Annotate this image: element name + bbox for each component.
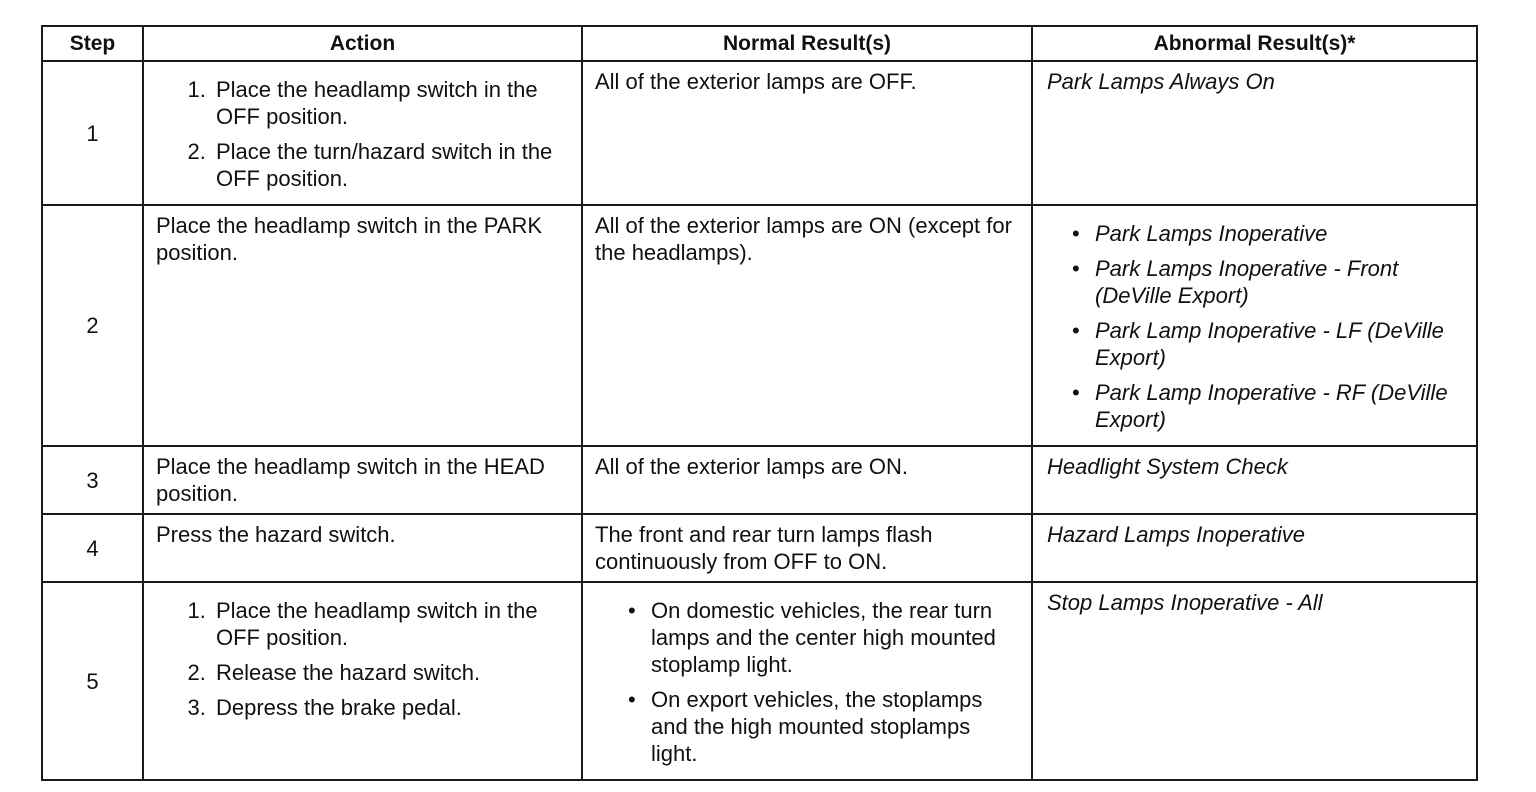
normal-result-text: All of the exterior lamps are ON (except for the headlamps). (595, 213, 1012, 265)
action-item: 1. Place the headlamp switch in the OFF position. (212, 597, 571, 651)
action-item: 3. Depress the brake pedal. (212, 694, 571, 721)
action-item: 2. Place the turn/hazard switch in the OFF position. (212, 138, 571, 192)
abnormal-result-item: • Park Lamp Inoperative - RF (DeVille Export) (1072, 380, 1448, 432)
action-text: Place the headlamp switch in the HEAD position. (156, 454, 545, 506)
normal-result-cell (582, 205, 1032, 446)
abnormal-result-cell (1032, 446, 1477, 514)
step-number: 1 (42, 61, 143, 205)
normal-result-cell (582, 514, 1032, 582)
action-cell (143, 205, 582, 446)
action-cell (143, 446, 582, 514)
table-row (42, 61, 1477, 205)
abnormal-result-cell (1032, 61, 1477, 205)
diagnostic-table (41, 25, 1478, 781)
header-row (42, 26, 1477, 61)
abnormal-result-list (1033, 206, 1476, 445)
normal-result-text: All of the exterior lamps are OFF. (595, 69, 917, 94)
action-list (144, 583, 581, 733)
table-row (42, 514, 1477, 582)
bullet-icon: • (628, 598, 636, 623)
step-number: 3 (42, 446, 143, 514)
action-cell (143, 514, 582, 582)
header-abnormal-results: Abnormal Result(s)* (1032, 26, 1477, 61)
abnormal-result-link: Hazard Lamps Inoperative (1047, 522, 1306, 547)
step-number: 4 (42, 514, 143, 582)
normal-result-text: The front and rear turn lamps flash continuously from OFF to ON. (595, 522, 933, 574)
abnormal-result-cell (1032, 582, 1477, 780)
bullet-icon: • (1072, 318, 1080, 343)
abnormal-result-cell (1032, 205, 1477, 446)
bullet-icon: • (1072, 256, 1080, 281)
action-text: Press the hazard switch. (156, 522, 396, 547)
normal-result-item: • On domestic vehicles, the rear turn lamps and the center high mounted stoplamp light. (628, 598, 996, 677)
header-normal-results: Normal Result(s) (582, 26, 1032, 61)
normal-result-list (583, 583, 1031, 779)
step-number: 2 (42, 205, 143, 446)
normal-result-item: • On export vehicles, the stoplamps and the high mounted stoplamps light. (628, 687, 983, 766)
action-cell (143, 61, 582, 205)
normal-result-cell (582, 446, 1032, 514)
normal-result-cell (582, 61, 1032, 205)
abnormal-result-item: • Park Lamps Inoperative (1072, 221, 1328, 246)
table-row (42, 205, 1477, 446)
abnormal-result-cell (1032, 514, 1477, 582)
bullet-icon: • (1072, 221, 1080, 246)
abnormal-result-link: Headlight System Check (1047, 454, 1288, 479)
abnormal-result-link: Stop Lamps Inoperative - All (1047, 590, 1323, 615)
header-step: Step (42, 26, 143, 61)
action-item: 2. Release the hazard switch. (212, 659, 571, 686)
action-item: 1. Place the headlamp switch in the OFF position. (212, 76, 571, 130)
action-list (144, 62, 581, 204)
normal-result-text: All of the exterior lamps are ON. (595, 454, 909, 479)
abnormal-result-item: • Park Lamp Inoperative - LF (DeVille Export) (1072, 318, 1444, 370)
normal-result-cell (582, 582, 1032, 780)
action-text: Place the headlamp switch in the PARK position. (156, 213, 543, 265)
step-number: 5 (42, 582, 143, 780)
bullet-icon: • (1072, 380, 1080, 405)
abnormal-result-item: • Park Lamps Inoperative - Front (DeVille Export) (1072, 256, 1399, 308)
bullet-icon: • (628, 687, 636, 712)
header-action: Action (143, 26, 582, 61)
table-row (42, 582, 1477, 780)
abnormal-result-link: Park Lamps Always On (1047, 69, 1275, 94)
action-cell (143, 582, 582, 780)
table-row (42, 446, 1477, 514)
